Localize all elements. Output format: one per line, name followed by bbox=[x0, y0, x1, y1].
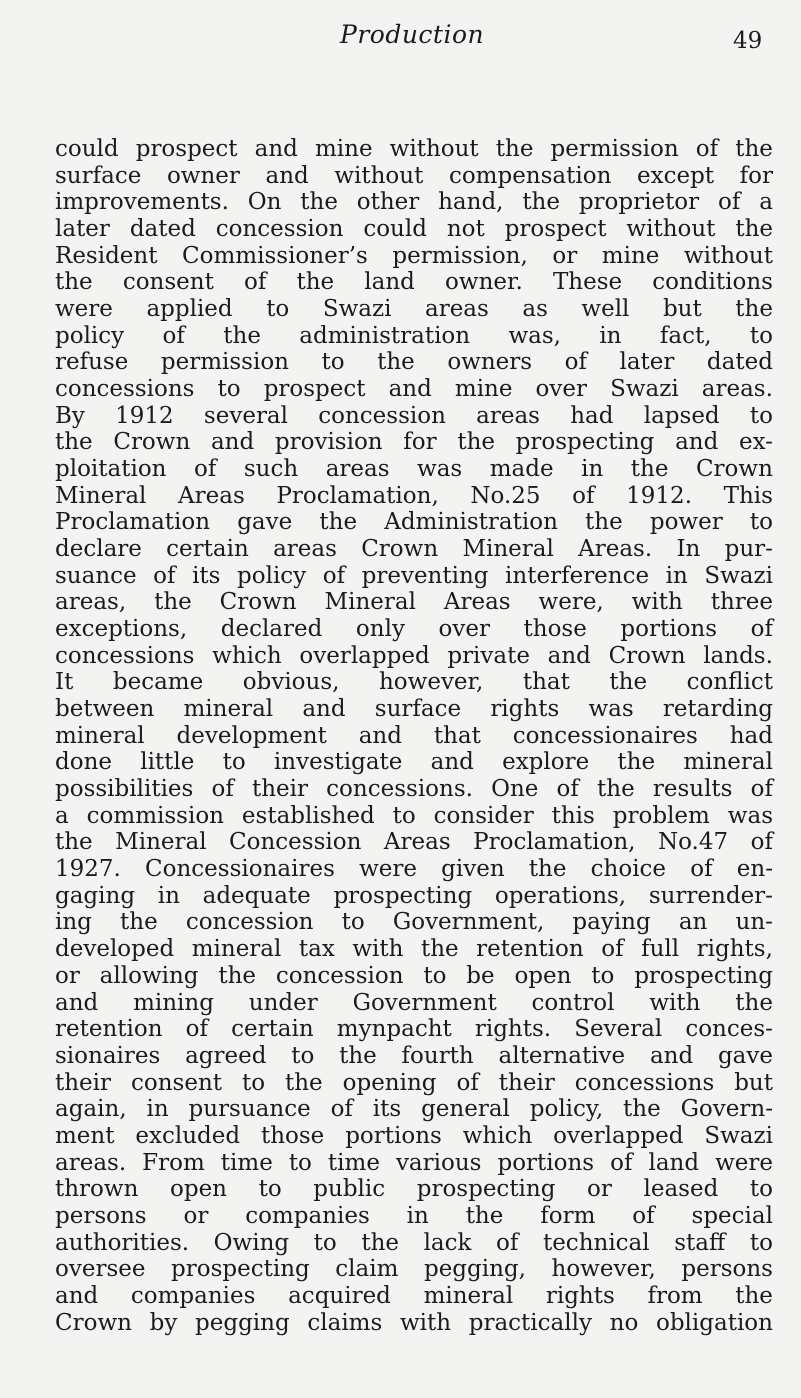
text-line: or allowing the concession to be open to prospecting bbox=[55, 962, 773, 989]
text-line: persons or companies in the form of special bbox=[55, 1202, 773, 1229]
body-text bbox=[55, 136, 773, 1336]
text-line: the Mineral Concession Areas Proclamation, No.47 of bbox=[55, 829, 773, 856]
text-line: exceptions, declared only over those portions of bbox=[55, 616, 773, 643]
text-line: areas. From time to time various portions of land were bbox=[55, 1149, 773, 1176]
running-title: Production bbox=[340, 20, 485, 49]
text-line: later dated concession could not prospect without the bbox=[55, 216, 773, 243]
text-line: retention of certain mynpacht rights. Several conces- bbox=[55, 1016, 773, 1043]
text-line: concessions which overlapped private and Crown lands. bbox=[55, 642, 773, 669]
text-line: were applied to Swazi areas as well but the bbox=[55, 296, 773, 323]
text-line: done little to investigate and explore the mineral bbox=[55, 749, 773, 776]
text-line: gaging in adequate prospecting operations, surrender- bbox=[55, 882, 773, 909]
text-line: It became obvious, however, that the conflict bbox=[55, 669, 773, 696]
text-line: surface owner and without compensation except for bbox=[55, 162, 773, 189]
text-line: declare certain areas Crown Mineral Areas. In pur- bbox=[55, 536, 773, 563]
text-line: By 1912 several concession areas had lapsed to bbox=[55, 402, 773, 429]
text-line: Mineral Areas Proclamation, No.25 of 1912. This bbox=[55, 482, 773, 509]
text-line: again, in pursuance of its general policy, the Govern- bbox=[55, 1096, 773, 1123]
text-line: suance of its policy of preventing interference in Swazi bbox=[55, 562, 773, 589]
text-line: improvements. On the other hand, the proprietor of a bbox=[55, 189, 773, 216]
text-line: concessions to prospect and mine over Swazi areas. bbox=[55, 376, 773, 403]
text-line: a commission established to consider this problem was bbox=[55, 802, 773, 829]
text-line: Resident Commissioner’s permission, or mine without bbox=[55, 242, 773, 269]
text-line: thrown open to public prospecting or leased to bbox=[55, 1176, 773, 1203]
text-line: ment excluded those portions which overlapped Swazi bbox=[55, 1122, 773, 1149]
text-line: policy of the administration was, in fact, to bbox=[55, 322, 773, 349]
text-line: Proclamation gave the Administration the power to bbox=[55, 509, 773, 536]
text-line: ing the concession to Government, paying an un- bbox=[55, 909, 773, 936]
text-line: possibilities of their concessions. One of the results of bbox=[55, 776, 773, 803]
text-line: and companies acquired mineral rights from the bbox=[55, 1282, 773, 1309]
text-line: refuse permission to the owners of later dated bbox=[55, 349, 773, 376]
text-line: their consent to the opening of their concessions but bbox=[55, 1069, 773, 1096]
page-header bbox=[0, 20, 801, 64]
text-line: areas, the Crown Mineral Areas were, with three bbox=[55, 589, 773, 616]
text-line: ploitation of such areas was made in the Crown bbox=[55, 456, 773, 483]
text-line: sionaires agreed to the fourth alternative and gave bbox=[55, 1042, 773, 1069]
text-line: could prospect and mine without the permission of the bbox=[55, 136, 773, 162]
page-number: 49 bbox=[733, 28, 763, 54]
text-line: between mineral and surface rights was retarding bbox=[55, 696, 773, 723]
text-line: the consent of the land owner. These conditions bbox=[55, 269, 773, 296]
text-line: oversee prospecting claim pegging, however, persons bbox=[55, 1256, 773, 1283]
text-line: mineral development and that concessionaires had bbox=[55, 722, 773, 749]
text-line: and mining under Government control with the bbox=[55, 989, 773, 1016]
text-line: the Crown and provision for the prospecting and ex- bbox=[55, 429, 773, 456]
text-line: Crown by pegging claims with practically no obligation bbox=[55, 1309, 773, 1336]
text-line: 1927. Concessionaires were given the choice of en- bbox=[55, 856, 773, 883]
text-line: developed mineral tax with the retention of full rights, bbox=[55, 936, 773, 963]
text-line: authorities. Owing to the lack of technical staff to bbox=[55, 1229, 773, 1256]
